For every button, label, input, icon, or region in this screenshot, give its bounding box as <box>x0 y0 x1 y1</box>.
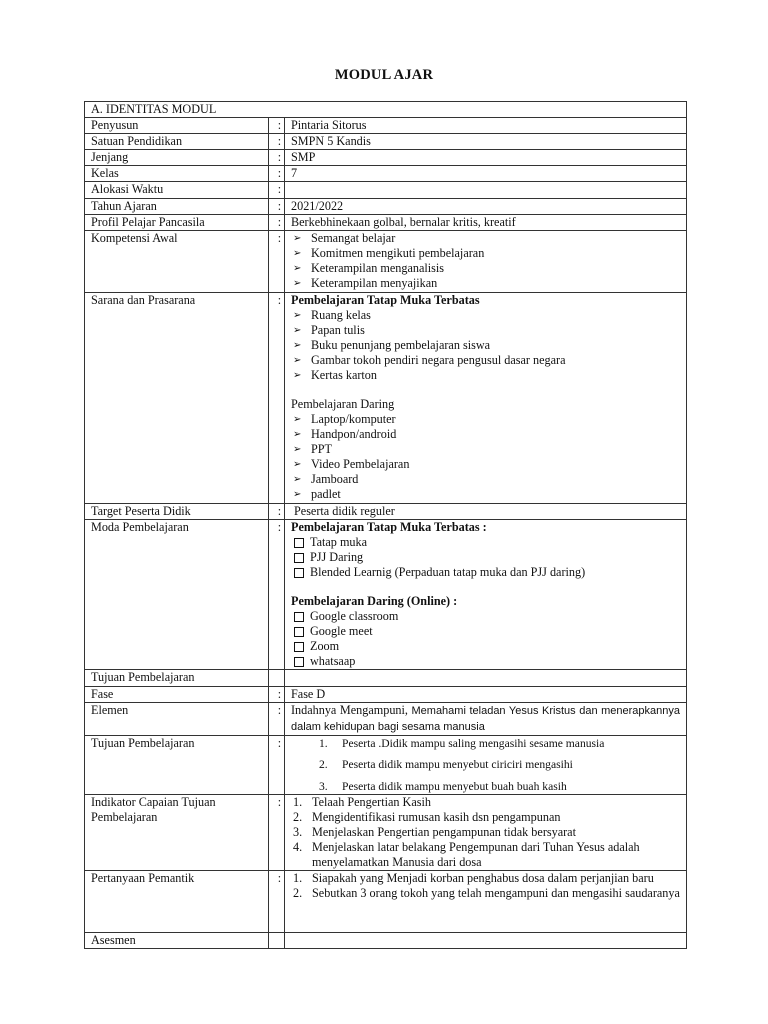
colon: : <box>269 504 285 520</box>
label-tujuan-header: Tujuan Pembelajaran <box>85 670 269 687</box>
item-text: Peserta didik mampu menyebut buah buah kasih <box>342 780 567 793</box>
list-item: ➢ Gambar tokoh pendiri negara pengusul dasar negara <box>291 353 686 368</box>
list-item <box>291 736 686 757</box>
value-tahun: 2021/2022 <box>285 199 687 215</box>
colon: : <box>269 166 285 182</box>
label-satuan: Satuan Pendidikan <box>85 134 269 150</box>
item-number: 2. <box>293 810 303 824</box>
row-tahun <box>85 199 687 215</box>
row-pertanyaan <box>85 871 687 933</box>
list-item: ➢ Keterampilan menganalisis <box>291 261 686 276</box>
row-kompetensi <box>85 231 687 293</box>
list-item: ➢ Keterampilan menyajikan <box>291 276 686 291</box>
sarana-tatap-list <box>291 308 686 383</box>
colon: : <box>269 199 285 215</box>
label-profil: Profil Pelajar Pancasila <box>85 215 269 231</box>
value-target: Peserta didik reguler <box>285 504 687 520</box>
list-item: Google meet <box>291 624 686 639</box>
moda-tatap-list <box>291 535 686 580</box>
kompetensi-list <box>291 231 686 291</box>
list-item <box>291 886 686 901</box>
list-item: Tatap muka <box>291 535 686 550</box>
row-elemen <box>85 703 687 736</box>
list-item <box>291 795 686 810</box>
list-item: ➢ Papan tulis <box>291 323 686 338</box>
colon: : <box>269 293 285 504</box>
item-text: Sebutkan 3 orang tokoh yang telah mengampuni dan mengasihi saudaranya <box>312 886 680 900</box>
list-item <box>291 825 686 840</box>
row-moda <box>85 520 687 670</box>
label-tujuan: Tujuan Pembelajaran <box>85 736 269 795</box>
value-kelas: 7 <box>285 166 687 182</box>
colon: : <box>269 520 285 670</box>
list-item: ➢ Ruang kelas <box>291 308 686 323</box>
label-fase: Fase <box>85 687 269 703</box>
pertanyaan-list <box>291 871 686 901</box>
item-text: Menjelaskan latar belakang Pengempunan dari Tuhan Yesus adalah menyelamatkan Manusia dari dosa <box>312 840 640 869</box>
colon: : <box>269 118 285 134</box>
list-item: ➢ Kertas karton <box>291 368 686 383</box>
colon: : <box>269 795 285 871</box>
row-sarana <box>85 293 687 504</box>
row-penyusun <box>85 118 687 134</box>
value-indikator <box>285 795 687 871</box>
label-tahun: Tahun Ajaran <box>85 199 269 215</box>
list-item <box>291 779 686 794</box>
item-number: 1. <box>319 737 328 750</box>
row-kelas <box>85 166 687 182</box>
list-item: ➢ Komitmen mengikuti pembelajaran <box>291 246 686 261</box>
list-item: ➢ Laptop/komputer <box>291 412 686 427</box>
item-text: Peserta .Didik mampu saling mengasihi sesame manusia <box>342 737 605 750</box>
colon: : <box>269 134 285 150</box>
item-number: 3. <box>293 825 303 839</box>
item-text: Siapakah yang Menjadi korban penghabus dosa dalam perjanjian baru <box>312 871 654 885</box>
row-tujuan <box>85 736 687 795</box>
label-alokasi: Alokasi Waktu <box>85 182 269 199</box>
row-target <box>85 504 687 520</box>
empty-cell <box>269 933 285 949</box>
value-tujuan <box>285 736 687 795</box>
label-jenjang: Jenjang <box>85 150 269 166</box>
identitas-modul-table <box>84 101 687 949</box>
moda-daring-list <box>291 609 686 669</box>
list-item: Google classroom <box>291 609 686 624</box>
tujuan-list <box>291 736 686 794</box>
section-header: A. IDENTITAS MODUL <box>85 102 687 118</box>
elemen-title: Indahnya Mengampuni, <box>291 703 408 717</box>
label-penyusun: Penyusun <box>85 118 269 134</box>
value-penyusun: Pintaria Sitorus <box>285 118 687 134</box>
label-elemen: Elemen <box>85 703 269 736</box>
list-item: ➢ Video Pembelajaran <box>291 457 686 472</box>
list-item <box>291 871 686 886</box>
indikator-list <box>291 795 686 870</box>
list-item: ➢ PPT <box>291 442 686 457</box>
list-item: ➢ Jamboard <box>291 472 686 487</box>
section-header-row <box>85 102 687 118</box>
value-sarana <box>285 293 687 504</box>
list-item: PJJ Daring <box>291 550 686 565</box>
label-sarana: Sarana dan Prasarana <box>85 293 269 504</box>
colon: : <box>269 215 285 231</box>
label-pertanyaan: Pertanyaan Pemantik <box>85 871 269 933</box>
value-alokasi <box>285 182 687 199</box>
item-number: 2. <box>319 758 328 771</box>
moda-tatap-title: Pembelajaran Tatap Muka Terbatas : <box>291 520 487 534</box>
empty-cell <box>285 670 687 687</box>
colon: : <box>269 150 285 166</box>
item-number: 1. <box>293 871 303 885</box>
row-asesmen <box>85 933 687 949</box>
list-item: whatsaap <box>291 654 686 669</box>
colon: : <box>269 871 285 933</box>
list-item: ➢ padlet <box>291 487 686 502</box>
row-jenjang <box>85 150 687 166</box>
row-tujuan-header <box>85 670 687 687</box>
label-indikator: Indikator Capaian Tujuan Pembelajaran <box>85 795 269 871</box>
colon: : <box>269 687 285 703</box>
value-pertanyaan <box>285 871 687 933</box>
item-number: 1. <box>293 795 303 809</box>
item-text: Telaah Pengertian Kasih <box>312 795 431 809</box>
list-item <box>291 840 686 870</box>
item-text: Menjelaskan Pengertian pengampunan tidak bersyarat <box>312 825 576 839</box>
empty-cell <box>269 670 285 687</box>
row-indikator <box>85 795 687 871</box>
row-profil <box>85 215 687 231</box>
row-satuan <box>85 134 687 150</box>
label-kompetensi: Kompetensi Awal <box>85 231 269 293</box>
colon: : <box>269 736 285 795</box>
value-fase: Fase D <box>285 687 687 703</box>
value-kompetensi <box>285 231 687 293</box>
item-number: 4. <box>293 840 303 854</box>
sarana-daring-list <box>291 412 686 502</box>
colon: : <box>269 703 285 736</box>
moda-daring-title: Pembelajaran Daring (Online) : <box>291 594 458 608</box>
row-fase <box>85 687 687 703</box>
list-item: Zoom <box>291 639 686 654</box>
label-moda: Moda Pembelajaran <box>85 520 269 670</box>
list-item: ➢ Buku penunjang pembelajaran siswa <box>291 338 686 353</box>
value-profil: Berkebhinekaan golbal, bernalar kritis, kreatif <box>285 215 687 231</box>
item-text: Mengidentifikasi rumusan kasih dsn pengampunan <box>312 810 561 824</box>
label-kelas: Kelas <box>85 166 269 182</box>
sarana-daring-title: Pembelajaran Daring <box>291 397 395 411</box>
document-title: MODUL AJAR <box>334 67 434 83</box>
label-target: Target Peserta Didik <box>85 504 269 520</box>
item-text: Peserta didik mampu menyebut ciriciri mengasihi <box>342 758 573 771</box>
list-item: ➢ Semangat belajar <box>291 231 686 246</box>
value-elemen <box>285 703 687 736</box>
value-moda <box>285 520 687 670</box>
list-item: ➢ Handpon/android <box>291 427 686 442</box>
empty-cell <box>285 933 687 949</box>
list-item <box>291 810 686 825</box>
list-item: Blended Learnig (Perpaduan tatap muka dan PJJ daring) <box>291 565 686 580</box>
label-asesmen: Asesmen <box>85 933 269 949</box>
colon: : <box>269 231 285 293</box>
value-satuan: SMPN 5 Kandis <box>285 134 687 150</box>
colon: : <box>269 182 285 199</box>
list-item <box>291 757 686 779</box>
elemen-description: Memahami teladan Yesus Kristus dan menerapkannya dalam kehidupan bagi sesama manusia <box>291 705 681 733</box>
value-jenjang: SMP <box>285 150 687 166</box>
sarana-tatap-title: Pembelajaran Tatap Muka Terbatas <box>291 293 480 307</box>
item-number: 2. <box>293 886 303 900</box>
row-alokasi <box>85 182 687 199</box>
item-number: 3. <box>319 780 328 793</box>
